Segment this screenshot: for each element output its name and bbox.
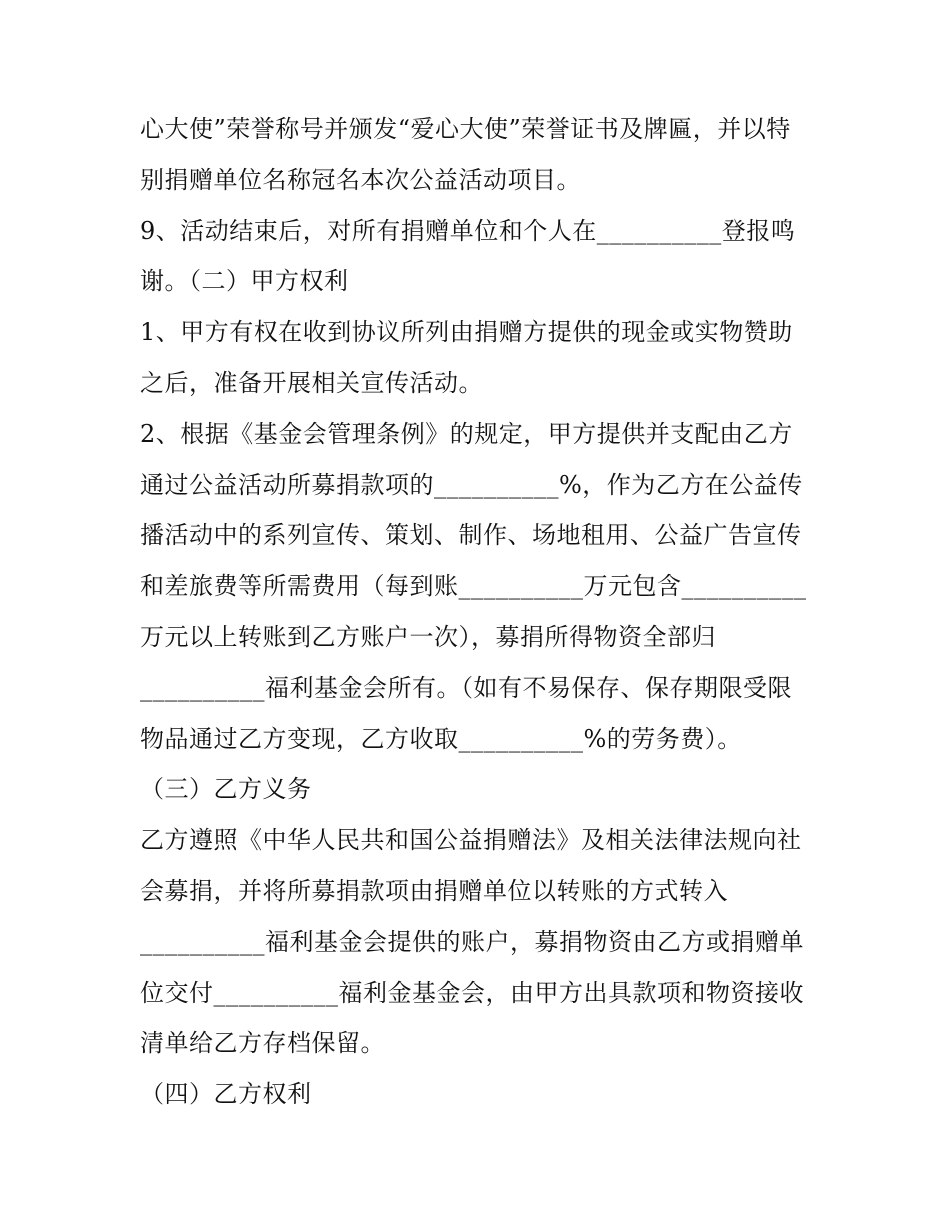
text-line: 2、根据《基金会管理条例》的规定，甲方提供并支配由乙方 [140, 419, 793, 448]
text-line: 清单给乙方存档保留。 [140, 1029, 385, 1058]
text-line: 位交付__________福利金基金会，由甲方出具款项和物资接收 [140, 978, 804, 1007]
text-line: 物品通过乙方变现，乙方收取__________%的劳务费）。 [140, 724, 742, 753]
text-line: 播活动中的系列宣传、策划、制作、场地租用、公益广告宣传 [140, 521, 802, 550]
text-line: 别捐赠单位名称冠名本次公益活动项目。 [140, 165, 581, 194]
text-line: 1、甲方有权在收到协议所列由捐赠方提供的现金或实物赞助 [140, 318, 793, 347]
text-line: 乙方遵照《中华人民共和国公益捐赠法》及相关法律法规向社 [140, 826, 802, 855]
text-line: 谢。（二）甲方权利 [140, 267, 349, 296]
text-line: 会募捐，并将所募捐款项由捐赠单位以转账的方式转入 [140, 876, 728, 905]
text-line: 通过公益活动所募捐款项的__________%，作为乙方在公益传 [140, 470, 803, 499]
text-line: 和差旅费等所需费用（每到账__________万元包含__________ [140, 572, 807, 601]
text-line: __________福利基金会提供的账户，募捐物资由乙方或捐赠单 [140, 927, 804, 956]
text-line: 9、活动结束后，对所有捐赠单位和个人在__________登报鸣 [140, 216, 796, 245]
section-heading: （三）乙方义务 [140, 775, 312, 804]
text-line: 心大使”荣誉称号并颁发“爱心大使”荣誉证书及牌匾，并以特 [140, 115, 791, 143]
text-line: 万元以上转账到乙方账户一次），募捐所得物资全部归 [140, 622, 716, 651]
document-body [140, 104, 820, 1120]
text-line: 之后，准备开展相关宣传活动。 [140, 368, 483, 397]
text-line: __________福利基金会所有。（如有不易保存、保存期限受限 [140, 673, 792, 702]
section-heading: （四）乙方权利 [140, 1080, 312, 1109]
